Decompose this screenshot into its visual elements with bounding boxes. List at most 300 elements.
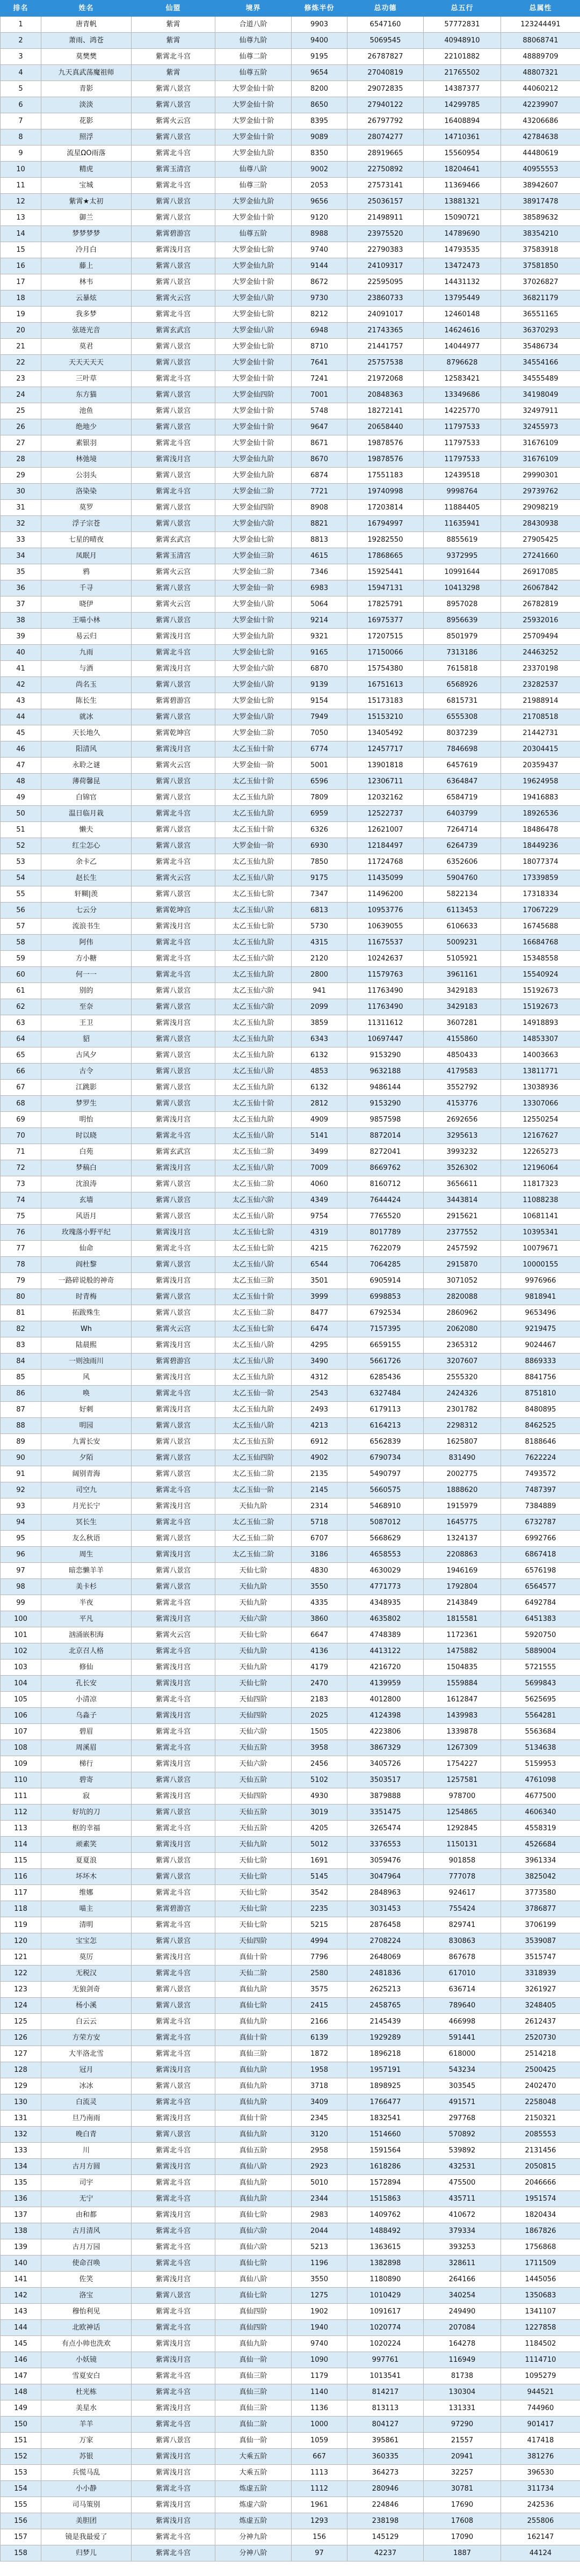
table-row (1, 2191, 580, 2207)
col-merit-cell: 13901818 (347, 758, 424, 774)
col-merit-cell: 6792534 (347, 1305, 424, 1321)
col-alliance-cell: 紫霄北斗宫 (132, 371, 215, 387)
col-cultivation-cell: 6959 (292, 806, 347, 822)
col-merit-cell: 26797792 (347, 113, 424, 129)
col-alliance-cell: 紫霄浅月宫 (132, 1660, 215, 1676)
col-attributes-cell: 26917085 (501, 564, 580, 580)
col-attributes-cell: 5699843 (501, 1676, 580, 1692)
col-name-cell: 白锦官 (41, 790, 132, 806)
table-row (1, 1853, 580, 1869)
col-cultivation-cell: 5012 (292, 1837, 347, 1853)
col-name-cell: 与酒 (41, 661, 132, 677)
col-realm-cell: 天仙九阶 (215, 1595, 292, 1611)
col-rank-cell: 110 (1, 1772, 41, 1788)
col-alliance-cell: 紫霄八景宫 (132, 1434, 215, 1450)
col-alliance-cell: 紫霄浅月宫 (132, 1949, 215, 1966)
table-row (1, 1482, 580, 1498)
col-five-elements-cell: 81738 (424, 2368, 501, 2384)
table-row (1, 2111, 580, 2127)
col-cultivation-cell: 9656 (292, 194, 347, 210)
col-rank-cell: 79 (1, 1273, 41, 1289)
col-rank-cell: 77 (1, 1241, 41, 1257)
col-merit-cell: 2625213 (347, 1982, 424, 1998)
col-name-cell: 九霄长安 (41, 1434, 132, 1450)
col-realm-cell: 太乙玉仙十阶 (215, 822, 292, 838)
col-alliance-cell: 紫霄火云宫 (132, 870, 215, 886)
col-rank-cell: 81 (1, 1305, 41, 1321)
col-cultivation-cell: 8212 (292, 307, 347, 323)
col-five-elements-cell: 2692656 (424, 1112, 501, 1128)
col-realm-cell: 太乙玉仙十阶 (215, 774, 292, 790)
col-cultivation-cell: 3501 (292, 1273, 347, 1289)
col-rank-cell: 73 (1, 1176, 41, 1192)
col-name-cell: 杨小溪 (41, 1998, 132, 2014)
col-realm-cell: 太乙玉仙七阶 (215, 1225, 292, 1241)
col-attributes-cell: 9976966 (501, 1273, 580, 1289)
col-merit-cell: 1363615 (347, 2239, 424, 2255)
col-rank-cell: 49 (1, 790, 41, 806)
col-merit-cell: 3503517 (347, 1772, 424, 1788)
col-five-elements-cell: 1887 (424, 2545, 501, 2562)
col-cultivation-cell: 2145 (292, 1482, 347, 1498)
col-name-cell: 轩糊|羡 (41, 886, 132, 903)
table-row (1, 1821, 580, 1837)
col-realm-cell: 太乙玉仙八阶 (215, 1337, 292, 1354)
col-rank-cell: 157 (1, 2529, 41, 2545)
col-attributes-cell: 1095279 (501, 2368, 580, 2384)
col-alliance-cell: 紫霄浅月宫 (132, 661, 215, 677)
col-cultivation-cell: 9195 (292, 49, 347, 65)
col-realm-cell: 真仙六阶 (215, 2223, 292, 2239)
col-cultivation-cell: 9730 (292, 290, 347, 307)
table-row (1, 1241, 580, 1257)
col-attributes-cell: 18486478 (501, 822, 580, 838)
col-five-elements-cell: 12583421 (424, 371, 501, 387)
table-row (1, 564, 580, 580)
col-realm-cell: 大罗金仙八阶 (215, 677, 292, 693)
col-alliance-cell: 紫霄八景宫 (132, 1853, 215, 1869)
col-alliance-cell: 紫霄碧游宫 (132, 1901, 215, 1917)
col-five-elements-cell: 6555308 (424, 709, 501, 725)
col-attributes-cell: 1350683 (501, 2288, 580, 2304)
col-name-cell: 梯行 (41, 1756, 132, 1772)
col-rank-cell: 28 (1, 452, 41, 468)
col-realm-cell: 大罗金仙十阶 (215, 613, 292, 629)
col-realm-cell: 天仙七阶 (215, 1853, 292, 1869)
table-row (1, 693, 580, 709)
col-rank-cell: 96 (1, 1547, 41, 1563)
col-realm-cell: 真仙三阶 (215, 2368, 292, 2384)
col-merit-cell: 17825791 (347, 596, 424, 613)
col-rank-cell: 142 (1, 2288, 41, 2304)
col-five-elements-header: 总五行 (424, 1, 501, 17)
col-realm-cell: 太乙玉仙八阶 (215, 870, 292, 886)
col-attributes-cell: 6732787 (501, 1515, 580, 1531)
table-row (1, 1128, 580, 1144)
col-alliance-cell: 紫霄八景宫 (132, 1209, 215, 1225)
col-name-cell: 莫罗 (41, 500, 132, 516)
col-five-elements-cell: 831490 (424, 1450, 501, 1466)
col-name-cell: 陈长生 (41, 693, 132, 709)
col-rank-cell: 135 (1, 2175, 41, 2191)
col-attributes-cell: 44060212 (501, 81, 580, 97)
col-name-cell: 平凡 (41, 1611, 132, 1627)
col-name-cell: 鸦 (41, 564, 132, 580)
col-merit-cell: 4216720 (347, 1660, 424, 1676)
col-attributes-cell: 26782819 (501, 596, 580, 613)
col-name-cell: 绝地少 (41, 419, 132, 435)
col-cultivation-cell: 5064 (292, 596, 347, 613)
col-five-elements-cell: 3207607 (424, 1354, 501, 1370)
table-row (1, 435, 580, 452)
col-cultivation-cell: 9165 (292, 645, 347, 661)
col-cultivation-cell: 4136 (292, 1643, 347, 1660)
col-five-elements-cell: 539892 (424, 2143, 501, 2159)
col-realm-cell: 天仙九阶 (215, 1498, 292, 1515)
table-row (1, 1933, 580, 1949)
col-rank-cell: 98 (1, 1579, 41, 1595)
col-merit-cell: 6285436 (347, 1370, 424, 1386)
col-attributes-cell: 15192673 (501, 999, 580, 1015)
col-merit-cell: 17207515 (347, 629, 424, 645)
col-five-elements-cell: 618000 (424, 2046, 501, 2062)
table-row (1, 2529, 580, 2545)
col-cultivation-cell: 6132 (292, 1047, 347, 1064)
table-row (1, 1064, 580, 1080)
col-realm-cell: 大罗金仙十阶 (215, 129, 292, 145)
col-name-cell: 素银羽 (41, 435, 132, 452)
col-merit-cell: 17868665 (347, 548, 424, 564)
col-name-cell: 美星水 (41, 2400, 132, 2417)
col-attributes-cell: 10395341 (501, 1225, 580, 1241)
col-five-elements-cell: 435711 (424, 2191, 501, 2207)
col-merit-cell: 8669762 (347, 1160, 424, 1176)
col-cultivation-cell: 1902 (292, 2304, 347, 2320)
col-rank-cell: 31 (1, 500, 41, 516)
col-five-elements-cell: 14710361 (424, 129, 501, 145)
table-row (1, 129, 580, 145)
col-five-elements-cell: 10413298 (424, 580, 501, 596)
col-alliance-cell: 紫霄玄武宫 (132, 532, 215, 548)
col-merit-cell: 12184497 (347, 838, 424, 854)
col-five-elements-cell: 2377552 (424, 1225, 501, 1241)
col-five-elements-cell: 2915870 (424, 1257, 501, 1273)
col-realm-cell: 真仙五阶 (215, 2143, 292, 2159)
col-cultivation-cell: 6912 (292, 1434, 347, 1450)
col-merit-cell: 1896218 (347, 2046, 424, 2062)
table-row (1, 2481, 580, 2497)
col-cultivation-cell: 8821 (292, 516, 347, 532)
col-five-elements-cell: 8796628 (424, 355, 501, 371)
col-name-cell: 我多梦 (41, 307, 132, 323)
table-row (1, 1354, 580, 1370)
col-merit-cell: 25757538 (347, 355, 424, 371)
col-five-elements-cell: 3961161 (424, 967, 501, 983)
col-name-cell: 林韦 (41, 274, 132, 290)
col-realm-cell: 天仙九阶 (215, 1837, 292, 1853)
col-realm-cell: 太乙玉仙九阶 (215, 1402, 292, 1418)
col-cultivation-cell: 6930 (292, 838, 347, 854)
col-cultivation-cell: 2415 (292, 1998, 347, 2014)
col-merit-cell: 5069545 (347, 33, 424, 49)
col-five-elements-cell: 591441 (424, 2030, 501, 2046)
col-five-elements-cell: 5822134 (424, 886, 501, 903)
col-realm-cell: 太乙玉仙十阶 (215, 1096, 292, 1112)
col-five-elements-cell: 9372995 (424, 548, 501, 564)
col-five-elements-cell: 3993232 (424, 1144, 501, 1160)
col-cultivation-cell: 3019 (292, 1804, 347, 1821)
col-alliance-cell: 紫霄浅月宫 (132, 1015, 215, 1031)
col-five-elements-cell: 1504835 (424, 1660, 501, 1676)
col-attributes-cell: 44480619 (501, 145, 580, 162)
col-name-cell: 永聆之谜 (41, 758, 132, 774)
col-realm-cell: 真仙六阶 (215, 2239, 292, 2255)
col-attributes-cell: 12550254 (501, 1112, 580, 1128)
col-attributes-cell: 2046666 (501, 2175, 580, 2191)
col-rank-cell: 35 (1, 564, 41, 580)
col-alliance-cell: 紫霄北斗宫 (132, 307, 215, 323)
col-attributes-cell: 7487397 (501, 1482, 580, 1498)
col-rank-cell: 131 (1, 2111, 41, 2127)
col-alliance-cell: 紫霄浅月宫 (132, 2272, 215, 2288)
col-alliance-cell: 紫霄浅月宫 (132, 1402, 215, 1418)
col-realm-cell: 真仙四阶 (215, 2320, 292, 2336)
col-attributes-cell: 6492784 (501, 1595, 580, 1611)
col-cultivation-cell: 2958 (292, 2143, 347, 2159)
col-alliance-cell: 紫霄北斗宫 (132, 854, 215, 870)
col-attributes-cell: 34554166 (501, 355, 580, 371)
col-five-elements-cell: 570892 (424, 2127, 501, 2143)
col-cultivation-cell: 3550 (292, 2272, 347, 2288)
col-five-elements-cell: 13795449 (424, 290, 501, 307)
col-five-elements-cell: 32257 (424, 2465, 501, 2481)
col-cultivation-cell: 7009 (292, 1160, 347, 1176)
table-row (1, 2545, 580, 2562)
col-merit-cell: 364273 (347, 2465, 424, 2481)
col-merit-cell: 16751613 (347, 677, 424, 693)
col-rank-cell: 60 (1, 967, 41, 983)
col-attributes-cell: 3961334 (501, 1853, 580, 1869)
col-merit-cell: 4139959 (347, 1676, 424, 1692)
col-attributes-cell: 5625695 (501, 1692, 580, 1708)
col-merit-cell: 10639055 (347, 919, 424, 935)
col-attributes-cell: 1227858 (501, 2320, 580, 2336)
col-realm-cell: 仙尊二阶 (215, 49, 292, 65)
col-attributes-cell: 744960 (501, 2400, 580, 2417)
col-rank-cell: 3 (1, 49, 41, 65)
col-alliance-cell: 紫霄乾坤宫 (132, 903, 215, 919)
col-cultivation-cell: 2135 (292, 1466, 347, 1482)
col-five-elements-cell: 1324137 (424, 1531, 501, 1547)
col-name-cell: 清明 (41, 1917, 132, 1933)
col-attributes-cell: 1867826 (501, 2223, 580, 2239)
col-realm-cell: 大罗金仙六阶 (215, 661, 292, 677)
col-merit-cell: 5468910 (347, 1498, 424, 1515)
col-realm-cell: 天仙九阶 (215, 1643, 292, 1660)
col-merit-cell: 2648069 (347, 1949, 424, 1966)
col-cultivation-cell: 156 (292, 2529, 347, 2545)
col-five-elements-cell: 11635941 (424, 516, 501, 532)
col-rank-cell: 158 (1, 2545, 41, 2562)
col-attributes-cell: 14003663 (501, 1047, 580, 1064)
col-five-elements-cell: 8855619 (424, 532, 501, 548)
col-realm-cell: 天仙四阶 (215, 1933, 292, 1949)
col-rank-cell: 11 (1, 178, 41, 194)
col-cultivation-cell: 3999 (292, 1289, 347, 1305)
col-five-elements-cell: 924617 (424, 1885, 501, 1901)
col-cultivation-cell: 9903 (292, 17, 347, 33)
col-alliance-cell: 紫霄北斗宫 (132, 1966, 215, 1982)
col-five-elements-cell: 8501979 (424, 629, 501, 645)
col-merit-cell: 5087012 (347, 1515, 424, 1531)
col-rank-cell: 90 (1, 1450, 41, 1466)
col-merit-cell: 1618286 (347, 2159, 424, 2175)
col-alliance-cell: 紫霄八景宫 (132, 2433, 215, 2449)
col-alliance-cell: 紫霄浅月宫 (132, 1225, 215, 1241)
col-attributes-cell: 5563684 (501, 1724, 580, 1740)
col-rank-cell: 10 (1, 162, 41, 178)
table-row (1, 2304, 580, 2320)
table-row (1, 725, 580, 741)
col-five-elements-cell: 3656611 (424, 1176, 501, 1192)
col-name-cell: 半夜 (41, 1595, 132, 1611)
col-realm-cell: 大罗金仙七阶 (215, 307, 292, 323)
col-cultivation-cell: 6948 (292, 323, 347, 339)
col-alliance-cell: 紫霄八景宫 (132, 1289, 215, 1305)
col-attributes-cell: 27905425 (501, 532, 580, 548)
col-attributes-cell: 36821179 (501, 290, 580, 307)
col-rank-cell: 78 (1, 1257, 41, 1273)
col-attributes-cell: 3786877 (501, 1901, 580, 1917)
col-attributes-cell: 25709494 (501, 629, 580, 645)
col-merit-cell: 1572894 (347, 2175, 424, 2191)
col-alliance-cell: 紫霄玉清宫 (132, 162, 215, 178)
table-row (1, 355, 580, 371)
col-realm-cell: 太乙玉仙九阶 (215, 1370, 292, 1386)
col-rank-cell: 76 (1, 1225, 41, 1241)
col-rank-cell: 17 (1, 274, 41, 290)
col-rank-cell: 51 (1, 822, 41, 838)
col-rank-cell: 37 (1, 596, 41, 613)
col-cultivation-cell: 7347 (292, 886, 347, 903)
col-name-cell: 好刺 (41, 1402, 132, 1418)
col-cultivation-cell: 2923 (292, 2159, 347, 2175)
col-merit-cell: 1515863 (347, 2191, 424, 2207)
col-realm-cell: 太乙玉仙十阶 (215, 1289, 292, 1305)
table-row (1, 97, 580, 113)
col-five-elements-cell: 1172361 (424, 1627, 501, 1643)
col-alliance-cell: 紫霄北斗宫 (132, 178, 215, 194)
col-rank-cell: 46 (1, 741, 41, 758)
col-rank-cell: 23 (1, 371, 41, 387)
col-attributes-cell: 1184502 (501, 2336, 580, 2352)
col-merit-cell: 21441757 (347, 339, 424, 355)
table-row (1, 2336, 580, 2352)
col-cultivation-cell: 97 (292, 2545, 347, 2562)
col-five-elements-cell: 164278 (424, 2336, 501, 2352)
col-attributes-cell: 8462525 (501, 1418, 580, 1434)
col-merit-cell: 13405492 (347, 725, 424, 741)
col-cultivation-cell: 6343 (292, 1031, 347, 1047)
col-alliance-cell: 紫霄浅月宫 (132, 2465, 215, 2481)
col-name-cell: 好坑的刀 (41, 1804, 132, 1821)
col-cultivation-cell: 4213 (292, 1418, 347, 1434)
col-five-elements-cell: 3443814 (424, 1192, 501, 1209)
col-five-elements-cell: 1915979 (424, 1498, 501, 1515)
col-name-cell: 孔长安 (41, 1676, 132, 1692)
col-alliance-cell: 紫霄八景宫 (132, 838, 215, 854)
col-merit-cell: 3031453 (347, 1901, 424, 1917)
col-realm-cell: 真仙三阶 (215, 2046, 292, 2062)
col-merit-cell: 15754380 (347, 661, 424, 677)
table-row (1, 548, 580, 564)
col-name-cell: 古月方圆 (41, 2159, 132, 2175)
col-merit-cell: 20658440 (347, 419, 424, 435)
table-row (1, 339, 580, 355)
col-rank-cell: 75 (1, 1209, 41, 1225)
col-merit-cell: 24091017 (347, 307, 424, 323)
col-merit-cell: 26787827 (347, 49, 424, 65)
col-merit-cell: 22790383 (347, 242, 424, 258)
col-rank-cell: 92 (1, 1482, 41, 1498)
col-five-elements-cell: 3295613 (424, 1128, 501, 1144)
col-five-elements-cell: 543234 (424, 2062, 501, 2078)
col-alliance-cell: 紫霄浅月宫 (132, 1112, 215, 1128)
col-attributes-cell: 23370198 (501, 661, 580, 677)
col-attributes-cell: 5920750 (501, 1627, 580, 1643)
col-attributes-cell: 2050815 (501, 2159, 580, 2175)
col-rank-cell: 129 (1, 2078, 41, 2094)
col-merit-cell: 42237 (347, 2545, 424, 2562)
col-merit-cell: 6905914 (347, 1273, 424, 1289)
col-name-cell: 唐青帆 (41, 17, 132, 33)
col-five-elements-cell: 116949 (424, 2352, 501, 2368)
col-attributes-cell: 3539087 (501, 1933, 580, 1949)
col-name-cell: 赵长生 (41, 870, 132, 886)
col-merit-cell: 9486144 (347, 1080, 424, 1096)
table-row (1, 1740, 580, 1756)
col-merit-cell: 4658553 (347, 1547, 424, 1563)
col-five-elements-cell: 2062080 (424, 1321, 501, 1337)
col-five-elements-cell: 11884405 (424, 500, 501, 516)
col-five-elements-cell: 13472473 (424, 258, 501, 274)
col-attributes-cell: 17067229 (501, 903, 580, 919)
col-alliance-cell: 紫霄八景宫 (132, 339, 215, 355)
col-alliance-cell: 紫霄北斗宫 (132, 951, 215, 967)
col-five-elements-cell: 6403799 (424, 806, 501, 822)
col-merit-cell: 7644424 (347, 1192, 424, 1209)
table-row (1, 1047, 580, 1064)
col-alliance-cell: 紫霄八景宫 (132, 1031, 215, 1047)
col-alliance-cell: 紫霄八景宫 (132, 419, 215, 435)
col-name-cell: 公羽头 (41, 468, 132, 484)
col-realm-header: 境界 (215, 1, 292, 17)
col-rank-cell: 151 (1, 2433, 41, 2449)
col-five-elements-cell: 6106633 (424, 919, 501, 935)
col-cultivation-cell: 1691 (292, 1853, 347, 1869)
col-attributes-cell: 2150321 (501, 2111, 580, 2127)
col-alliance-cell: 紫霄北斗宫 (132, 2304, 215, 2320)
col-attributes-cell: 35486734 (501, 339, 580, 355)
col-merit-cell: 1832541 (347, 2111, 424, 2127)
col-realm-cell: 太乙玉仙八阶 (215, 1064, 292, 1080)
col-attributes-cell: 12196064 (501, 1160, 580, 1176)
col-realm-cell: 真仙八阶 (215, 2272, 292, 2288)
table-row (1, 1112, 580, 1128)
col-alliance-cell: 紫霄八景宫 (132, 774, 215, 790)
col-merit-cell: 360335 (347, 2449, 424, 2465)
col-realm-cell: 仙尊九阶 (215, 33, 292, 49)
